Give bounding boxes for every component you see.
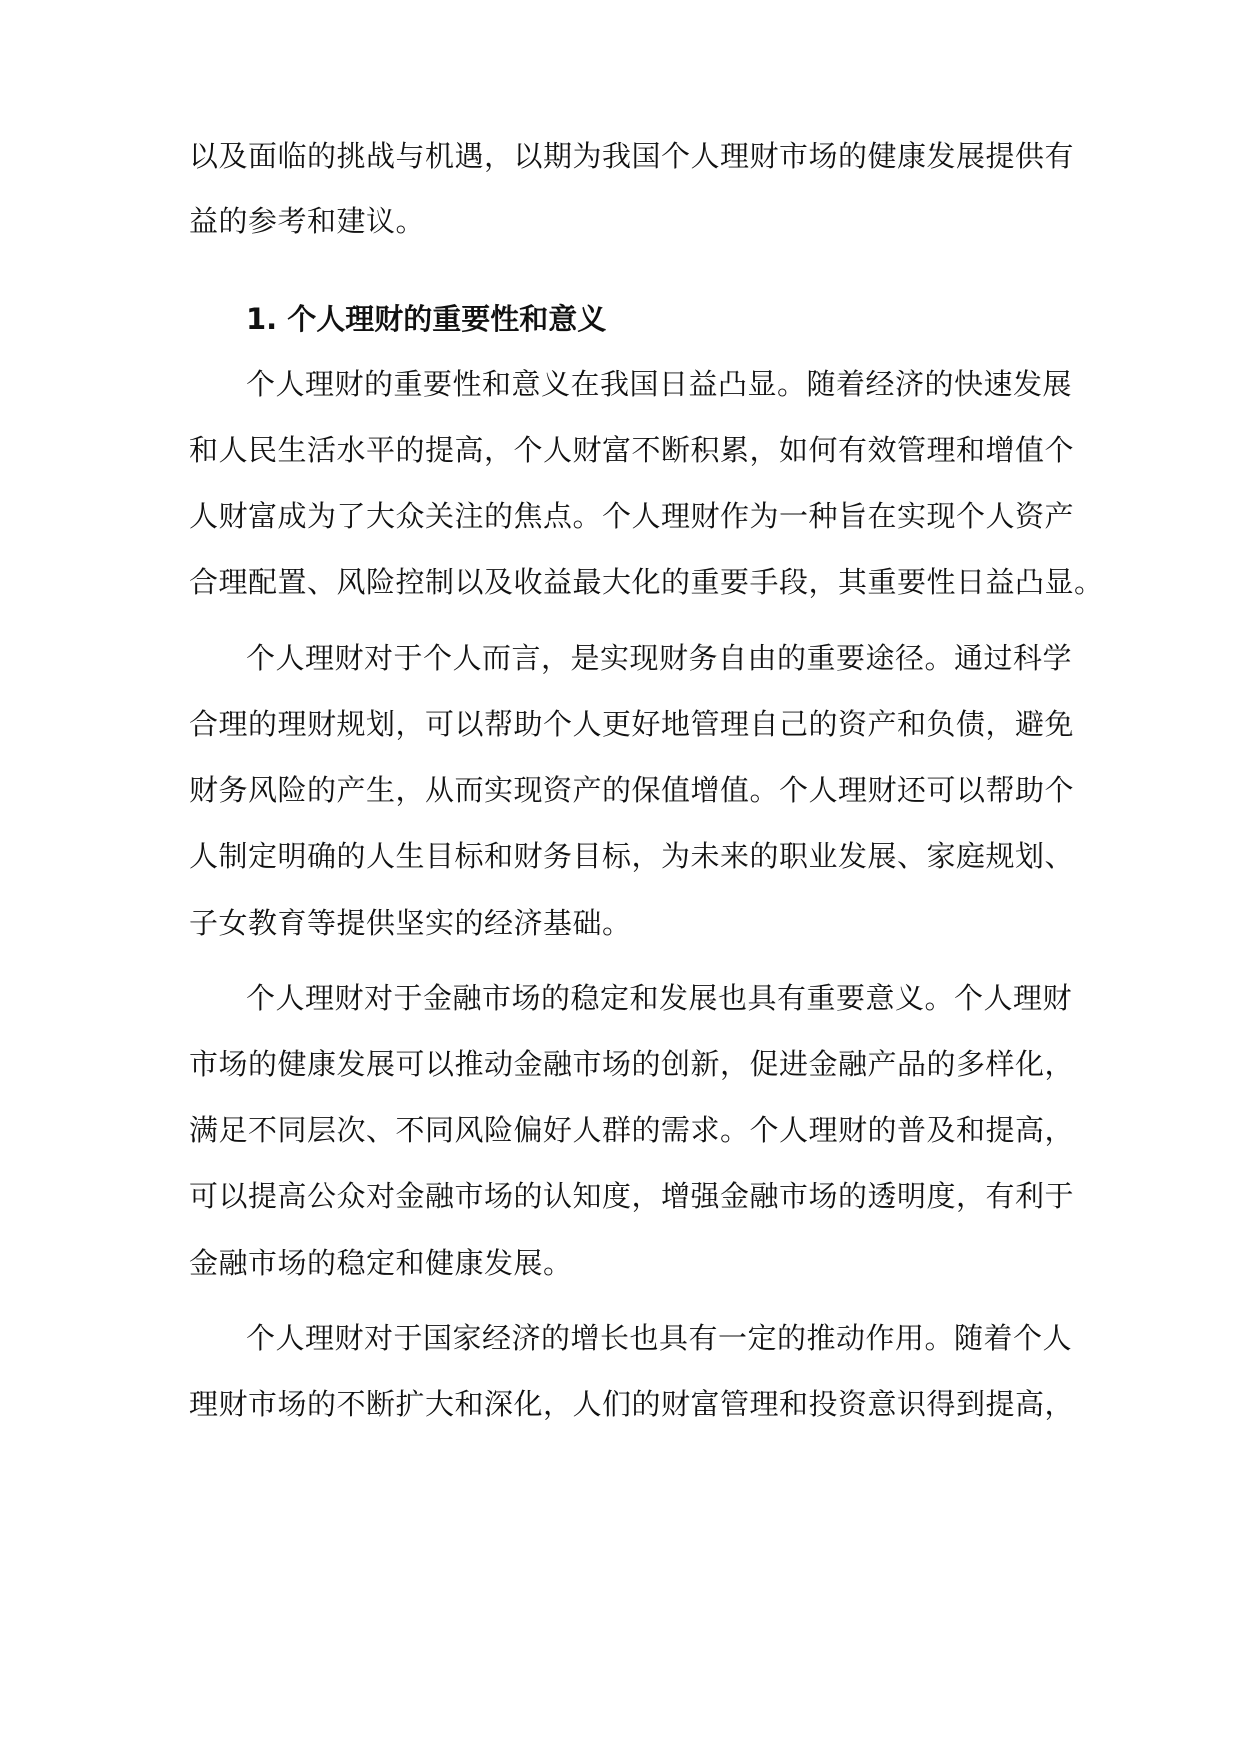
paragraph-line: 合理配置、风险控制以及收益最大化的重要手段，其重要性日益凸显。 bbox=[189, 565, 1104, 599]
paragraph-line: 合理的理财规划，可以帮助个人更好地管理自己的资产和负债，避免 bbox=[189, 707, 1075, 741]
paragraph-line: 个人理财对于个人而言，是实现财务自由的重要途径。通过科学 bbox=[246, 641, 1073, 675]
paragraph-line: 可以提高公众对金融市场的认知度，增强金融市场的透明度，有利于 bbox=[189, 1179, 1075, 1213]
paragraph-line: 人制定明确的人生目标和财务目标，为未来的职业发展、家庭规划、 bbox=[189, 839, 1075, 873]
paragraph-line: 人财富成为了大众关注的焦点。个人理财作为一种旨在实现个人资产 bbox=[189, 499, 1075, 533]
paragraph-line: 个人理财对于国家经济的增长也具有一定的推动作用。随着个人 bbox=[246, 1321, 1073, 1355]
paragraph-line: 个人理财对于金融市场的稳定和发展也具有重要意义。个人理财 bbox=[246, 981, 1073, 1015]
intro-line-2: 益的参考和建议。 bbox=[189, 204, 426, 238]
paragraph-line: 财务风险的产生，从而实现资产的保值增值。个人理财还可以帮助个 bbox=[189, 773, 1075, 807]
paragraph-line: 金融市场的稳定和健康发展。 bbox=[189, 1246, 573, 1280]
paragraph-line: 和人民生活水平的提高，个人财富不断积累，如何有效管理和增值个 bbox=[189, 433, 1075, 467]
intro-line-1: 以及面临的挑战与机遇，以期为我国个人理财市场的健康发展提供有 bbox=[189, 139, 1075, 173]
paragraph-line: 满足不同层次、不同风险偏好人群的需求。个人理财的普及和提高， bbox=[189, 1113, 1075, 1147]
section-heading: 1. 个人理财的重要性和意义 bbox=[246, 302, 607, 336]
paragraph-line: 子女教育等提供坚实的经济基础。 bbox=[189, 906, 632, 940]
paragraph-line: 市场的健康发展可以推动金融市场的创新，促进金融产品的多样化， bbox=[189, 1047, 1075, 1081]
paragraph-line: 个人理财的重要性和意义在我国日益凸显。随着经济的快速发展 bbox=[246, 367, 1073, 401]
paragraph-line: 理财市场的不断扩大和深化，人们的财富管理和投资意识得到提高， bbox=[189, 1387, 1075, 1421]
